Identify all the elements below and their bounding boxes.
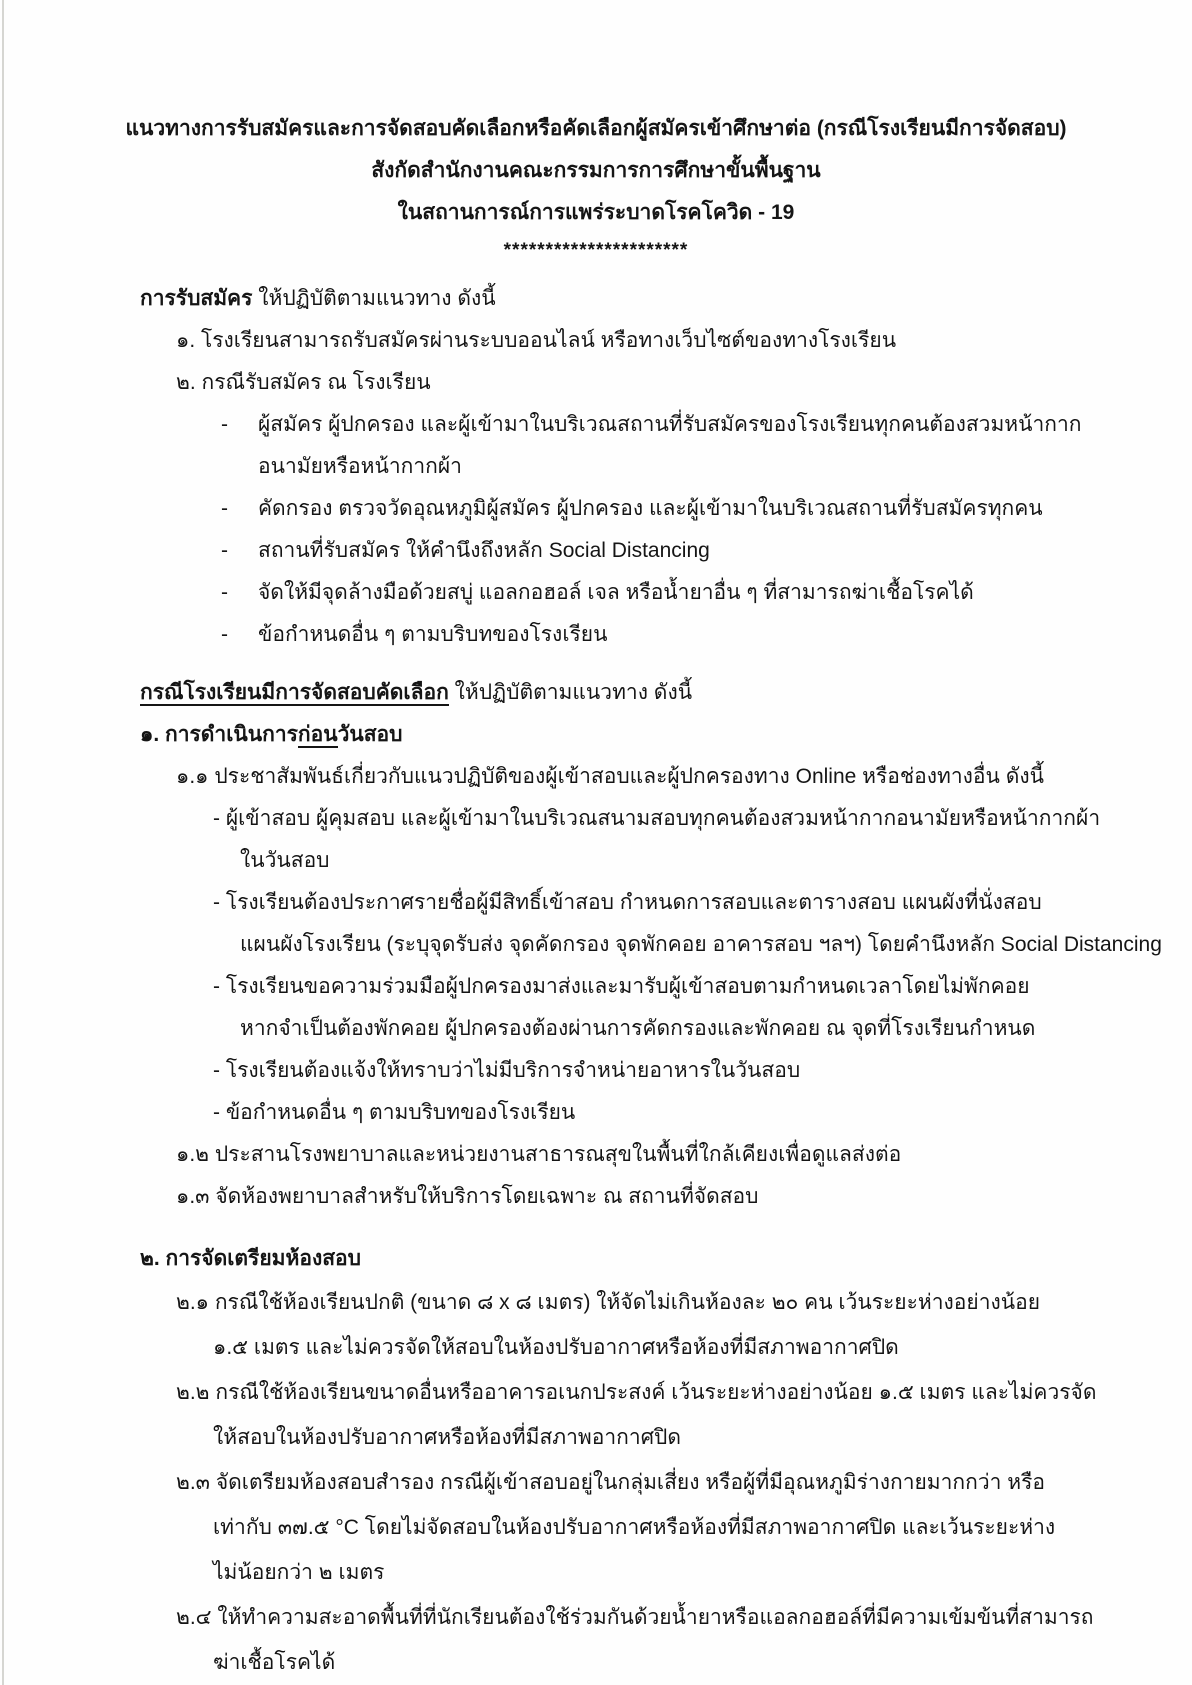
recruitment-item-2: ๒. กรณีรับสมัคร ณ โรงเรียน <box>176 371 431 394</box>
bullet-dash: - <box>221 623 228 646</box>
exam-item-1-2: ๑.๒ ประสานโรงพยาบาลและหน่วยงานสาธารณสุขในพื้นที่ใกล้เคียงเพื่อดูแลส่งต่อ <box>176 1143 902 1166</box>
exam-heading <box>0 672 1192 714</box>
exam-item-2-2-line-2: ให้สอบในห้องปรับอากาศหรือห้องที่มีสภาพอากาศปิด <box>213 1426 681 1449</box>
page-title-line-3: ในสถานการณ์การแพร่ระบาดโรคโควิด - 19 <box>397 201 795 224</box>
exam-item-1-1: ๑.๑ ประชาสัมพันธ์เกี่ยวกับแนวปฏิบัติของผู้เข้าสอบและผู้ปกครองทาง Online หรือช่องทางอื่น ดังนี้ <box>176 765 1044 788</box>
recruitment-bullet-2 <box>0 488 1192 530</box>
exam-item-2-3-line-2: เท่ากับ ๓๗.๕ °C โดยไม่จัดสอบในห้องปรับอากาศหรือห้องที่มีสภาพอากาศปิด และเว้นระยะห่าง <box>213 1516 1056 1539</box>
exam-dash-5: - ข้อกำหนดอื่น ๆ ตามบริบทของโรงเรียน <box>213 1101 576 1124</box>
exam-item-2-4-line-1: ๒.๔ ให้ทำความสะอาดพื้นที่ที่นักเรียนต้องใช้ร่วมกันด้วยน้ำยาหรือแอลกอฮอล์ที่มีความเข้มข้นที่สามารถ <box>176 1606 1094 1629</box>
recruitment-heading-lead: การรับสมัคร <box>140 287 253 310</box>
exam-section-1-heading <box>0 714 1192 756</box>
exam-item-2-4-line-2: ฆ่าเชื้อโรคได้ <box>213 1651 336 1674</box>
page-title-line-2: สังกัดสำนักงานคณะกรรมการการศึกษาขั้นพื้นฐาน <box>371 159 821 182</box>
recruitment-heading <box>0 278 1192 320</box>
exam-s1-pre: ๑. การดำเนินการ <box>140 723 298 746</box>
recruitment-item-1: ๑. โรงเรียนสามารถรับสมัครผ่านระบบออนไลน์ หรือทางเว็บไซต์ของทางโรงเรียน <box>176 329 897 352</box>
recruitment-bullet-3 <box>0 530 1192 572</box>
exam-heading-rest: ให้ปฏิบัติตามแนวทาง ดังนี้ <box>448 681 693 704</box>
exam-section-2-heading: ๒. การจัดเตรียมห้องสอบ <box>140 1247 361 1270</box>
exam-dash-2-line-1: - โรงเรียนต้องประกาศรายชื่อผู้มีสิทธิ์เข้าสอบ กำหนดการสอบและตารางสอบ แผนผังที่นั่งสอบ <box>213 891 1042 914</box>
recruitment-heading-rest: ให้ปฏิบัติตามแนวทาง ดังนี้ <box>252 287 496 310</box>
exam-s1-underlined: ก่อน <box>297 723 338 746</box>
exam-dash-1-line-2: ในวันสอบ <box>240 849 330 872</box>
recruitment-bullet-3-text: สถานที่รับสมัคร ให้คำนึงถึงหลัก Social Distancing <box>258 539 710 562</box>
exam-item-2-1-line-2: ๑.๕ เมตร และไม่ควรจัดให้สอบในห้องปรับอากาศหรือห้องที่มีสภาพอากาศปิด <box>213 1336 899 1359</box>
exam-item-2-3-line-3: ไม่น้อยกว่า ๒ เมตร <box>213 1561 385 1584</box>
star-divider: ********************** <box>503 240 689 261</box>
exam-dash-4: - โรงเรียนต้องแจ้งให้ทราบว่าไม่มีบริการจำหน่ายอาหารในวันสอบ <box>213 1059 801 1082</box>
recruitment-bullet-4-text: จัดให้มีจุดล้างมือด้วยสบู่ แอลกอฮอล์ เจล หรือน้ำยาอื่น ๆ ที่สามารถฆ่าเชื้อโรคได้ <box>258 581 974 604</box>
exam-item-2-1-line-1: ๒.๑ กรณีใช้ห้องเรียนปกติ (ขนาด ๘ x ๘ เมตร) ให้จัดไม่เกินห้องละ ๒๐ คน เว้นระยะห่างอย่างน้อย <box>176 1291 1041 1314</box>
bullet-dash: - <box>221 539 228 562</box>
exam-item-2-2-line-1: ๒.๒ กรณีใช้ห้องเรียนขนาดอื่นหรืออาคารอเนกประสงค์ เว้นระยะห่างอย่างน้อย ๑.๕ เมตร และไม่ควรจัด <box>176 1381 1097 1404</box>
page-title-line-1: แนวทางการรับสมัครและการจัดสอบคัดเลือกหรือคัดเลือกผู้สมัครเข้าศึกษาต่อ (กรณีโรงเรียนมีการจัดสอบ) <box>125 117 1067 140</box>
recruitment-bullet-1-text: ผู้สมัคร ผู้ปกครอง และผู้เข้ามาในบริเวณสถานที่รับสมัครของโรงเรียนทุกคนต้องสวมหน้ากาก <box>258 413 1082 436</box>
recruitment-bullet-1-cont: อนามัยหรือหน้ากากผ้า <box>258 455 462 478</box>
bullet-dash: - <box>221 581 228 604</box>
exam-s1-post: วันสอบ <box>337 723 403 746</box>
bullet-dash: - <box>221 497 228 520</box>
recruitment-bullet-5-text: ข้อกำหนดอื่น ๆ ตามบริบทของโรงเรียน <box>258 623 608 646</box>
bullet-dash: - <box>221 413 228 436</box>
exam-item-1-3: ๑.๓ จัดห้องพยาบาลสำหรับให้บริการโดยเฉพาะ ณ สถานที่จัดสอบ <box>176 1185 759 1208</box>
exam-dash-2-line-2: แผนผังโรงเรียน (ระบุจุดรับส่ง จุดคัดกรอง จุดพักคอย อาคารสอบ ฯลฯ) โดยคำนึงหลัก Social Distancing <box>240 933 1162 956</box>
exam-item-2-3-line-1: ๒.๓ จัดเตรียมห้องสอบสำรอง กรณีผู้เข้าสอบอยู่ในกลุ่มเสี่ยง หรือผู้ที่มีอุณหภูมิร่างกายมากกว่า หรือ <box>176 1471 1046 1494</box>
recruitment-bullet-4 <box>0 572 1192 614</box>
exam-dash-3-line-1: - โรงเรียนขอความร่วมมือผู้ปกครองมาส่งและมารับผู้เข้าสอบตามกำหนดเวลาโดยไม่พักคอย <box>213 975 1030 998</box>
recruitment-bullet-2-text: คัดกรอง ตรวจวัดอุณหภูมิผู้สมัคร ผู้ปกครอง และผู้เข้ามาในบริเวณสถานที่รับสมัครทุกคน <box>258 497 1043 520</box>
exam-dash-1-line-1: - ผู้เข้าสอบ ผู้คุมสอบ และผู้เข้ามาในบริเวณสนามสอบทุกคนต้องสวมหน้ากากอนามัยหรือหน้ากากผ้า <box>213 807 1101 830</box>
recruitment-bullet-1 <box>0 404 1192 446</box>
recruitment-bullet-5 <box>0 614 1192 656</box>
exam-heading-underlined: กรณีโรงเรียนมีการจัดสอบคัดเลือก <box>140 681 449 704</box>
exam-dash-3-line-2: หากจำเป็นต้องพักคอย ผู้ปกครองต้องผ่านการคัดกรองและพักคอย ณ จุดที่โรงเรียนกำหนด <box>240 1017 1036 1040</box>
